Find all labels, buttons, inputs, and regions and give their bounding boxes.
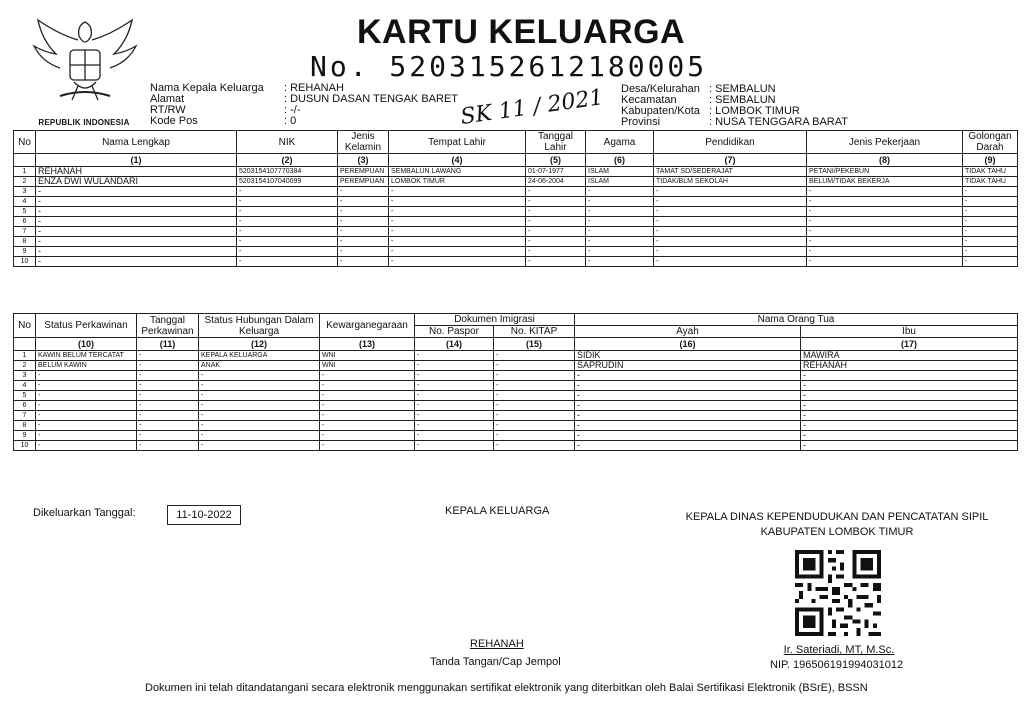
col-header: NIK <box>237 131 338 154</box>
col-number: (13) <box>320 338 415 351</box>
table-row <box>14 401 1018 411</box>
header-label: RT/RW <box>150 104 186 116</box>
col-number: (5) <box>526 154 586 167</box>
table-cell: - <box>575 371 801 381</box>
table-cell: - <box>494 411 575 421</box>
col-header: Tanggal Lahir <box>526 131 586 154</box>
col-number <box>14 154 36 167</box>
emblem-caption: REPUBLIK INDONESIA <box>38 118 130 127</box>
table-cell: - <box>801 381 1018 391</box>
table-cell: - <box>199 421 320 431</box>
table-cell: - <box>586 217 654 227</box>
table-cell: - <box>137 441 199 451</box>
header-right-info <box>621 84 848 128</box>
table-cell: - <box>807 187 963 197</box>
table-cell: - <box>36 187 237 197</box>
table-cell: BELUM KAWIN <box>36 361 137 371</box>
table-cell: - <box>586 197 654 207</box>
table-cell: - <box>801 411 1018 421</box>
table-cell: - <box>654 207 807 217</box>
table-cell: - <box>963 187 1018 197</box>
col-header: Agama <box>586 131 654 154</box>
kk-signer-name: REHANAH <box>470 638 524 650</box>
table-cell: - <box>237 187 338 197</box>
col-number: (7) <box>654 154 807 167</box>
table-cell: - <box>320 401 415 411</box>
table-cell: - <box>575 381 801 391</box>
col-header: Golongan Darah <box>963 131 1018 154</box>
header-label: Kode Pos <box>150 115 198 127</box>
row-number: 3 <box>14 187 36 197</box>
table-cell: REHANAH <box>36 167 237 177</box>
table-cell: - <box>801 431 1018 441</box>
table-cell: - <box>36 401 137 411</box>
header-label: Alamat <box>150 93 185 105</box>
official-name: Ir. Sateriadi, MT, M.Sc. <box>783 644 895 656</box>
table-cell: - <box>963 207 1018 217</box>
table-cell: SIDIK <box>575 351 801 361</box>
row-number: 4 <box>14 197 36 207</box>
table-cell: - <box>389 217 526 227</box>
row-number: 7 <box>14 411 36 421</box>
table-cell: - <box>36 237 237 247</box>
family-status-body <box>14 351 1018 451</box>
table-cell: - <box>320 391 415 401</box>
table-cell: ANAK <box>199 361 320 371</box>
table-cell: - <box>415 441 494 451</box>
table-cell: - <box>586 237 654 247</box>
table-cell: - <box>807 237 963 247</box>
col-number: (1) <box>36 154 237 167</box>
table-cell: - <box>237 207 338 217</box>
row-number: 3 <box>14 371 36 381</box>
table-row <box>14 441 1018 451</box>
table-cell: - <box>586 207 654 217</box>
table-cell: - <box>654 237 807 247</box>
table-cell: - <box>654 227 807 237</box>
table-cell: - <box>963 247 1018 257</box>
row-number: 6 <box>14 401 36 411</box>
table-cell: - <box>36 391 137 401</box>
table-cell: ISLAM <box>586 167 654 177</box>
table-row <box>14 381 1018 391</box>
row-number: 10 <box>14 441 36 451</box>
table-cell: - <box>36 441 137 451</box>
table-cell: - <box>801 421 1018 431</box>
row-number: 8 <box>14 421 36 431</box>
col-header: Nama Lengkap <box>36 131 237 154</box>
table-cell: TIDAK TAHU <box>963 167 1018 177</box>
col-header: Status Hubungan Dalam Keluarga <box>199 314 320 338</box>
row-number: 8 <box>14 237 36 247</box>
table-cell: KEPALA KELUARGA <box>199 351 320 361</box>
table-cell: - <box>36 371 137 381</box>
col-header: Tempat Lahir <box>389 131 526 154</box>
row-number: 6 <box>14 217 36 227</box>
table-cell: - <box>494 401 575 411</box>
col-header: Status Perkawinan <box>36 314 137 338</box>
dinas-title <box>682 510 992 540</box>
table-cell: 5203154107040099 <box>237 177 338 187</box>
table-cell: - <box>338 227 389 237</box>
table-cell: - <box>807 227 963 237</box>
header-label: Nama Kepala Keluarga <box>150 82 264 94</box>
issued-date: 11-10-2022 <box>167 505 241 525</box>
table-cell: - <box>963 237 1018 247</box>
table-cell: - <box>320 371 415 381</box>
table-cell: - <box>389 257 526 267</box>
col-number: (11) <box>137 338 199 351</box>
table-cell: - <box>586 257 654 267</box>
table-cell: - <box>320 441 415 451</box>
table-cell: - <box>807 197 963 207</box>
header-label: Kabupaten/Kota <box>621 105 700 117</box>
table-cell: - <box>415 371 494 381</box>
table-cell: - <box>526 257 586 267</box>
table-cell: - <box>575 401 801 411</box>
table-cell: - <box>575 411 801 421</box>
row-number: 9 <box>14 431 36 441</box>
table-cell: - <box>237 197 338 207</box>
table-cell: - <box>586 247 654 257</box>
family-status-table <box>13 313 1018 451</box>
col-header: Tanggal Perkawinan <box>137 314 199 338</box>
table-cell: - <box>237 237 338 247</box>
col-header: No. KITAP <box>494 326 575 338</box>
table-cell: - <box>199 391 320 401</box>
table-cell: ISLAM <box>586 177 654 187</box>
issued-label: Dikeluarkan Tanggal: <box>33 507 136 519</box>
table-cell: - <box>526 227 586 237</box>
table-cell: - <box>415 361 494 371</box>
table-cell: - <box>963 257 1018 267</box>
table-cell: - <box>338 207 389 217</box>
table-cell: - <box>338 197 389 207</box>
table-cell: - <box>36 257 237 267</box>
table-cell: - <box>801 441 1018 451</box>
table-cell: - <box>654 217 807 227</box>
table-row <box>14 207 1018 217</box>
table-cell: TAMAT SD/SEDERAJAT <box>654 167 807 177</box>
table-cell: - <box>338 187 389 197</box>
col-number <box>14 338 36 351</box>
table-cell: PETANI/PEKEBUN <box>807 167 963 177</box>
table-cell: - <box>199 411 320 421</box>
table-cell: MAWIRA <box>801 351 1018 361</box>
table-cell: BELUM/TIDAK BEKERJA <box>807 177 963 187</box>
table-cell: - <box>199 381 320 391</box>
row-number: 10 <box>14 257 36 267</box>
table-cell: - <box>36 247 237 257</box>
table-cell: - <box>137 361 199 371</box>
col-header: No. Paspor <box>415 326 494 338</box>
table-cell: - <box>415 401 494 411</box>
table-cell: - <box>807 207 963 217</box>
header-left-info <box>150 83 458 127</box>
table-cell: WNI <box>320 351 415 361</box>
table-cell: - <box>494 351 575 361</box>
header-value: : DUSUN DASAN TENGAK BARET <box>284 93 458 105</box>
table-cell: - <box>199 371 320 381</box>
col-number: (3) <box>338 154 389 167</box>
table-cell: - <box>494 441 575 451</box>
official-nip: NIP. 196506191994031012 <box>770 659 904 671</box>
table-cell: TIDAK/BLM SEKOLAH <box>654 177 807 187</box>
table-cell: - <box>963 197 1018 207</box>
signature-caption: Tanda Tangan/Cap Jempol <box>430 656 561 668</box>
table-cell: SEMBALUN LAWANG <box>389 167 526 177</box>
table-cell: - <box>575 431 801 441</box>
handwritten-note: SK 11 / 2021 <box>458 85 605 130</box>
table-cell: - <box>389 247 526 257</box>
table-cell: - <box>807 257 963 267</box>
table-cell: - <box>586 187 654 197</box>
table-cell: - <box>199 401 320 411</box>
table-cell: - <box>36 411 137 421</box>
table-cell: - <box>415 381 494 391</box>
table-cell: - <box>338 247 389 257</box>
table-cell: - <box>320 411 415 421</box>
family-members-table <box>13 130 1018 267</box>
table-row <box>14 351 1018 361</box>
table-cell: - <box>389 227 526 237</box>
col-header: Ayah <box>575 326 801 338</box>
col-header: No <box>14 314 36 338</box>
table-cell: PEREMPUAN <box>338 167 389 177</box>
table-row <box>14 431 1018 441</box>
table-cell: - <box>320 421 415 431</box>
qr-code-icon <box>795 550 881 636</box>
table-cell: - <box>575 441 801 451</box>
col-number: (12) <box>199 338 320 351</box>
table-cell: - <box>137 401 199 411</box>
table-cell: - <box>36 421 137 431</box>
table-cell: - <box>320 381 415 391</box>
table-cell: - <box>526 207 586 217</box>
col-number: (8) <box>807 154 963 167</box>
table-cell: - <box>237 257 338 267</box>
table-cell: - <box>575 391 801 401</box>
table-cell: - <box>526 187 586 197</box>
header-value: : NUSA TENGGARA BARAT <box>709 116 848 128</box>
table-cell: - <box>237 247 338 257</box>
dinas-line: KEPALA DINAS KEPENDUDUKAN DAN PENCATATAN SIPIL <box>685 511 989 523</box>
table-row <box>14 421 1018 431</box>
table-cell: - <box>415 351 494 361</box>
col-number: (6) <box>586 154 654 167</box>
col-header: Jenis Kelamin <box>338 131 389 154</box>
table-cell: - <box>137 391 199 401</box>
row-number: 2 <box>14 177 36 187</box>
table-cell: - <box>801 391 1018 401</box>
col-header: Ibu <box>801 326 1018 338</box>
table-cell: - <box>36 207 237 217</box>
table-cell: - <box>654 197 807 207</box>
table-cell: - <box>199 441 320 451</box>
electronic-signature-disclaimer: Dokumen ini telah ditandatangani secara elektronik menggunakan sertifikat elektronik yang diterbitkan oleh Balai Sertifikasi Elektronik (BSrE), BSSN <box>145 682 868 694</box>
dinas-line: KABUPATEN LOMBOK TIMUR <box>760 526 914 538</box>
table-cell: - <box>338 237 389 247</box>
table-cell: - <box>320 431 415 441</box>
table-cell: - <box>801 371 1018 381</box>
table-cell: PEREMPUAN <box>338 177 389 187</box>
table-cell: - <box>415 421 494 431</box>
table-cell: - <box>237 227 338 237</box>
table-cell: LOMBOK TIMUR <box>389 177 526 187</box>
header-label: Desa/Kelurahan <box>621 83 700 95</box>
table-cell: - <box>137 371 199 381</box>
row-number: 1 <box>14 167 36 177</box>
family-card-number: No. 5203152612180005 <box>310 50 708 83</box>
table-cell: 5203154107770384 <box>237 167 338 177</box>
row-number: 7 <box>14 227 36 237</box>
table-row <box>14 217 1018 227</box>
table-cell: - <box>137 421 199 431</box>
col-header: Nama Orang Tua <box>575 314 1018 326</box>
table-cell: - <box>137 381 199 391</box>
row-number: 5 <box>14 391 36 401</box>
table-cell: - <box>526 197 586 207</box>
table-cell: - <box>36 197 237 207</box>
table-cell: - <box>338 217 389 227</box>
row-number: 4 <box>14 381 36 391</box>
table-cell: - <box>494 371 575 381</box>
table-cell: - <box>36 431 137 441</box>
table-cell: WNI <box>320 361 415 371</box>
col-number: (2) <box>237 154 338 167</box>
header-value: : LOMBOK TIMUR <box>709 105 800 117</box>
col-header: No <box>14 131 36 154</box>
table-cell: - <box>807 247 963 257</box>
table-cell: SAPRUDIN <box>575 361 801 371</box>
table-cell: - <box>963 217 1018 227</box>
table-row <box>14 187 1018 197</box>
document-title: KARTU KELUARGA <box>357 13 686 51</box>
table-row <box>14 237 1018 247</box>
table-row <box>14 167 1018 177</box>
col-number: (4) <box>389 154 526 167</box>
row-number: 2 <box>14 361 36 371</box>
table-cell: - <box>526 237 586 247</box>
table-cell: - <box>654 187 807 197</box>
table-row <box>14 371 1018 381</box>
col-number: (16) <box>575 338 801 351</box>
table-cell: - <box>389 197 526 207</box>
col-header: Kewarganegaraan <box>320 314 415 338</box>
table-cell: - <box>586 227 654 237</box>
table-cell: - <box>963 227 1018 237</box>
col-header: Dokumen Imigrasi <box>415 314 575 326</box>
table-cell: - <box>494 361 575 371</box>
table-cell: - <box>494 381 575 391</box>
table-cell: - <box>389 237 526 247</box>
header-value: : SEMBALUN <box>709 94 776 106</box>
col-header: Pendidikan <box>654 131 807 154</box>
table-cell: - <box>415 391 494 401</box>
col-number: (14) <box>415 338 494 351</box>
table-cell: - <box>36 227 237 237</box>
row-number: 9 <box>14 247 36 257</box>
table-cell: - <box>526 247 586 257</box>
table-cell: - <box>36 381 137 391</box>
table-cell: - <box>494 421 575 431</box>
header-value: : SEMBALUN <box>709 83 776 95</box>
table-row <box>14 197 1018 207</box>
table-cell: - <box>137 351 199 361</box>
kepala-keluarga-label: KEPALA KELUARGA <box>445 505 550 517</box>
col-header: Jenis Pekerjaan <box>807 131 963 154</box>
table-cell: KAWIN BELUM TERCATAT <box>36 351 137 361</box>
table-cell: - <box>36 217 237 227</box>
table-cell: - <box>415 431 494 441</box>
table-row <box>14 227 1018 237</box>
table-cell: - <box>389 207 526 217</box>
table-cell: - <box>807 217 963 227</box>
table-cell: ENZA DWI WULANDARI <box>36 177 237 187</box>
table-cell: - <box>199 431 320 441</box>
table-row <box>14 391 1018 401</box>
row-number: 5 <box>14 207 36 217</box>
col-number: (15) <box>494 338 575 351</box>
header-value: : -/- <box>284 104 301 116</box>
table-cell: - <box>237 217 338 227</box>
table-cell: - <box>137 411 199 421</box>
table-row <box>14 177 1018 187</box>
table-cell: - <box>494 431 575 441</box>
table-cell: - <box>801 401 1018 411</box>
table-cell: REHANAH <box>801 361 1018 371</box>
table-cell: 24-06-2004 <box>526 177 586 187</box>
garuda-emblem-icon <box>30 14 140 114</box>
table-cell: - <box>654 247 807 257</box>
header-value: : 0 <box>284 115 297 127</box>
family-members-body <box>14 167 1018 267</box>
table-cell: - <box>654 257 807 267</box>
table-cell: 01-07-1977 <box>526 167 586 177</box>
table-cell: - <box>575 421 801 431</box>
table-cell: - <box>338 257 389 267</box>
table-cell: TIDAK TAHU <box>963 177 1018 187</box>
table-cell: - <box>389 187 526 197</box>
header-label: Kecamatan <box>621 94 677 106</box>
table-cell: - <box>526 217 586 227</box>
table-row <box>14 247 1018 257</box>
table-cell: - <box>137 431 199 441</box>
col-number: (9) <box>963 154 1018 167</box>
col-number: (10) <box>36 338 137 351</box>
table-row <box>14 257 1018 267</box>
header-label: Provinsi <box>621 116 661 128</box>
table-cell: - <box>494 391 575 401</box>
header-value: : REHANAH <box>284 82 344 94</box>
table-row <box>14 411 1018 421</box>
table-row <box>14 361 1018 371</box>
table-cell: - <box>415 411 494 421</box>
col-number: (17) <box>801 338 1018 351</box>
row-number: 1 <box>14 351 36 361</box>
